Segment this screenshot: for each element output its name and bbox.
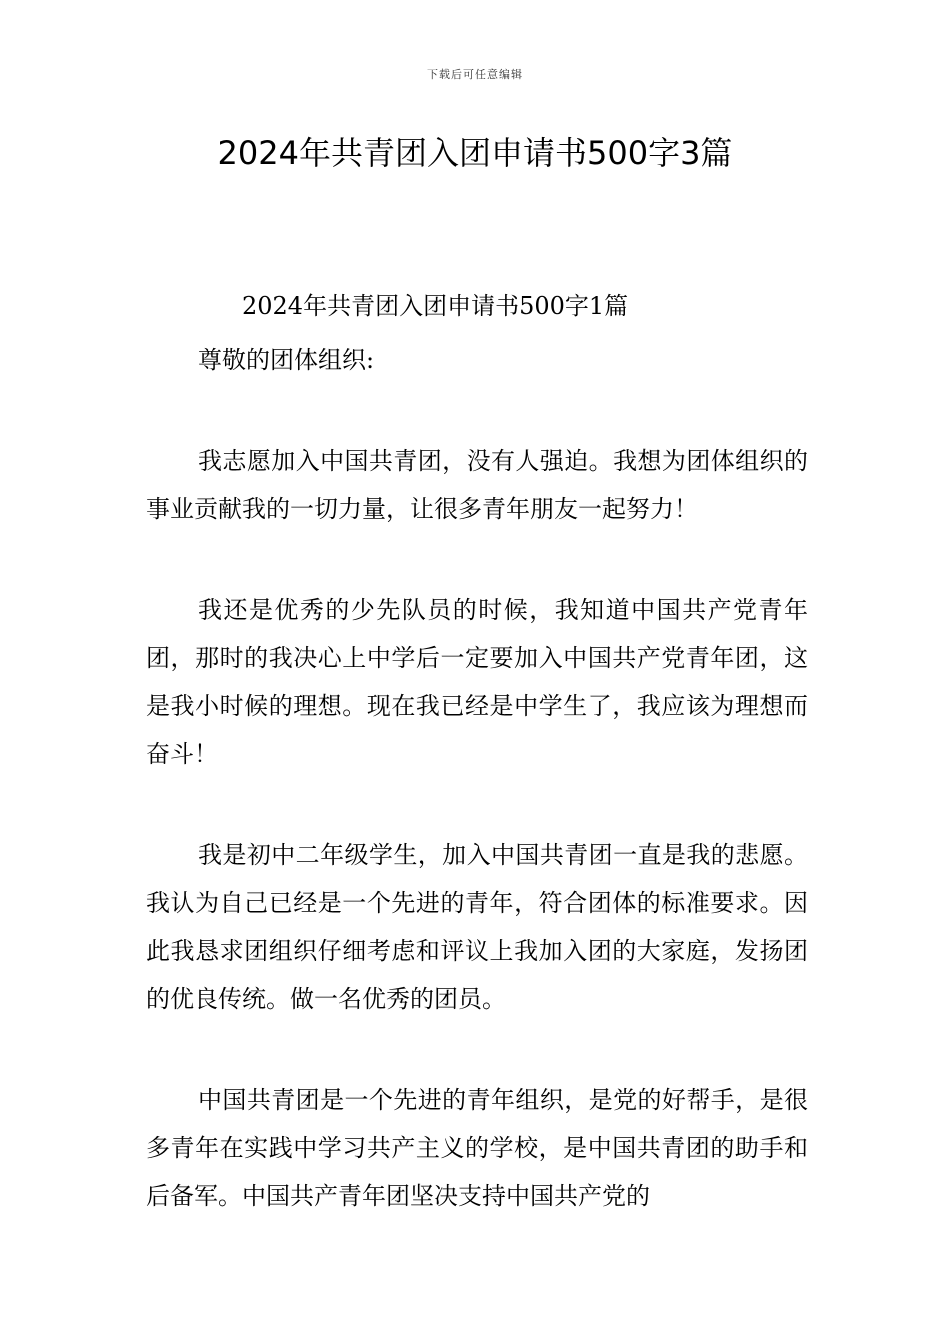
header-note: 下载后可任意编辑 (427, 68, 523, 81)
paragraph-2: 我还是优秀的少先队员的时候，我知道中国共产党青年团，那时的我决心上中学后一定要加入中国共产党青年团，这是我小时候的理想。现在我已经是中学生了，我应该为理想而奋斗！ (146, 596, 808, 768)
paragraph-3: 我是初中二年级学生，加入中国共青团一直是我的悲愿。我认为自己已经是一个先进的青年，符合团体的标准要求。因此我恳求团组织仔细考虑和评议上我加入团的大家庭，发扬团的优良传统。做一名优秀的团员。 (146, 841, 808, 1013)
section-subtitle: 2024年共青团入团申请书500字1篇 (242, 292, 629, 320)
document-title: 2024年共青团入团申请书500字3篇 (217, 134, 733, 172)
paragraph-1: 我志愿加入中国共青团，没有人强迫。我想为团体组织的事业贡献我的一切力量，让很多青年朋友一起努力！ (146, 447, 808, 523)
document-body (146, 282, 808, 1220)
paragraph-4: 中国共青团是一个先进的青年组织，是党的好帮手，是很多青年在实践中学习共产主义的学校，是中国共青团的助手和后备军。中国共产青年团坚决支持中国共产党的 (146, 1086, 808, 1210)
salutation: 尊敬的团体组织: (198, 346, 375, 374)
